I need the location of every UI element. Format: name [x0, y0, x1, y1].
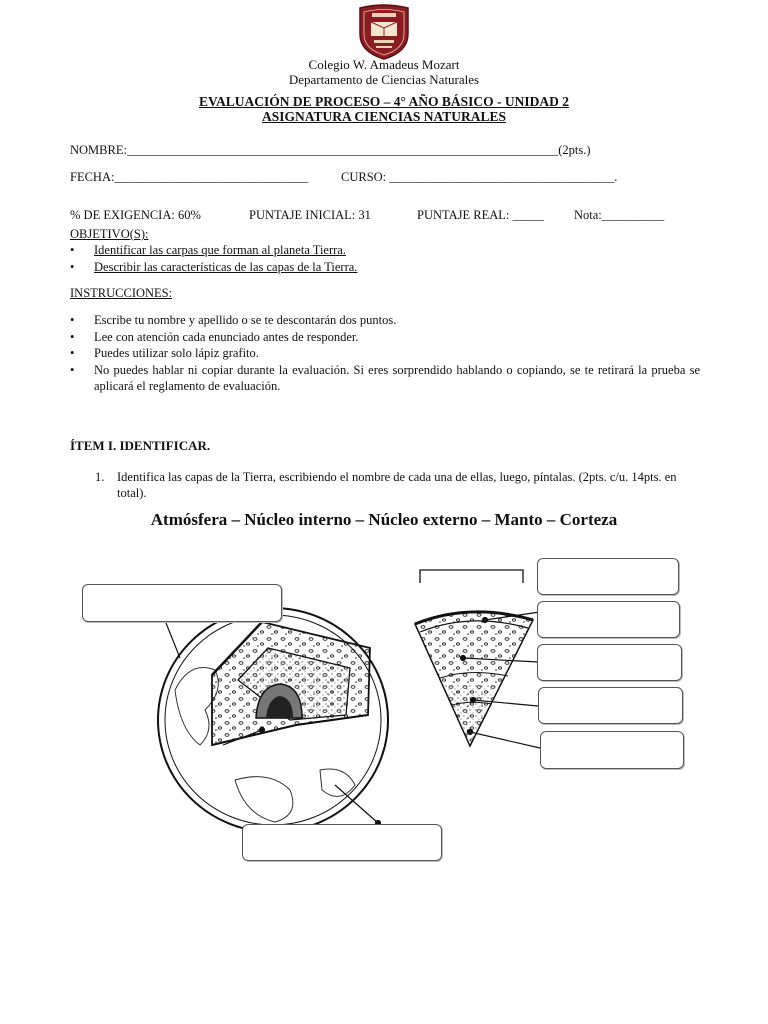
- bullet: •: [70, 259, 75, 274]
- department-name: Departamento de Ciencias Naturales: [288, 72, 480, 87]
- item-heading: ÍTEM I. IDENTIFICAR.: [70, 438, 211, 453]
- instruction-text: Escribe tu nombre y apellido o se te descontarán dos puntos.: [94, 313, 397, 327]
- answer-box-atmosphere[interactable]: [82, 584, 282, 622]
- objectives-list: [70, 242, 700, 275]
- list-item: [70, 312, 700, 329]
- bullet: •: [70, 362, 75, 377]
- list-item: [70, 329, 700, 346]
- question-number: 1.: [95, 470, 105, 484]
- answer-box-cone-3[interactable]: [537, 644, 682, 681]
- bullet: •: [70, 243, 75, 257]
- date-field[interactable]: FECHA:_______________________________: [70, 170, 309, 184]
- question-1: [95, 469, 700, 501]
- instruction-text: No puedes hablar ni copiar durante la evaluación. Si eres sorprendido hablando o copiando, se te retirará la prueba se aplicará el reglamento de evaluación.: [94, 362, 700, 393]
- instruction-text: Puedes utilizar solo lápiz grafito.: [94, 346, 259, 360]
- instructions-heading: INSTRUCCIONES:: [70, 286, 173, 300]
- answer-box-cone-4[interactable]: [538, 687, 683, 724]
- answer-box-cone-1[interactable]: [537, 558, 679, 595]
- list-item: [70, 345, 700, 362]
- school-name: Colegio W. Amadeus Mozart: [308, 57, 460, 72]
- answer-box-globe-bottom[interactable]: [242, 824, 442, 861]
- grade-field[interactable]: Nota:__________: [574, 208, 665, 222]
- list-item: [70, 259, 700, 276]
- evaluation-title: EVALUACIÓN DE PROCESO – 4° AÑO BÁSICO - UNIDAD 2: [198, 94, 570, 109]
- school-crest-logo: [354, 4, 414, 60]
- answer-box-cone-5[interactable]: [540, 731, 684, 769]
- list-item: [70, 362, 700, 395]
- initial-score-label: PUNTAJE INICIAL: 31: [249, 208, 371, 222]
- bullet: •: [70, 313, 75, 327]
- earth-globe: [158, 608, 388, 832]
- list-item: [70, 242, 700, 259]
- subject-title: ASIGNATURA CIENCIAS NATURALES: [261, 109, 507, 124]
- course-field[interactable]: CURSO: ____________________________________.: [341, 170, 618, 184]
- name-field[interactable]: NOMBRE:_____________________________________________________________________(2pts.): [70, 143, 591, 157]
- answer-box-cone-2[interactable]: [537, 601, 680, 638]
- exigencia-label: % DE EXIGENCIA: 60%: [70, 208, 201, 222]
- question-text: Identifica las capas de la Tierra, escribiendo el nombre de cada una de ellas, luego, píntalas. (2pts. c/u. 14pts. en total).: [117, 470, 677, 500]
- instruction-text: Lee con atención cada enunciado antes de responder.: [94, 329, 359, 344]
- word-bank: Atmósfera – Núcleo interno – Núcleo externo – Manto – Corteza: [150, 510, 618, 529]
- instructions-list: [70, 312, 700, 395]
- bullet: •: [70, 346, 75, 360]
- bullet: •: [70, 329, 75, 344]
- objective-text: Identificar las carpas que forman al planeta Tierra.: [94, 243, 346, 257]
- real-score-field[interactable]: PUNTAJE REAL: _____: [417, 208, 544, 222]
- objectives-heading: OBJETIVO(S):: [70, 227, 149, 241]
- objective-text: Describir las características de las capas de la Tierra.: [94, 259, 358, 274]
